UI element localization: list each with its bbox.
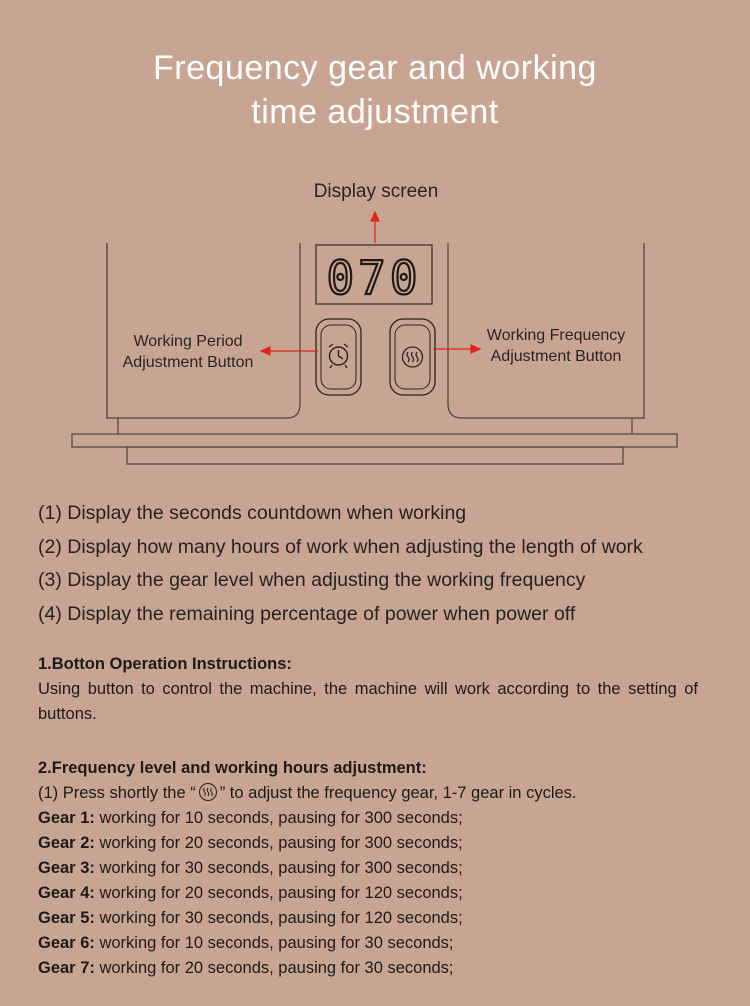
- list-item: (4) Display the remaining percentage of power when power off: [38, 602, 576, 625]
- period-button-label: Working Period Adjustment Button: [122, 333, 254, 371]
- base-plate: [72, 434, 677, 447]
- press-instruction: (1) Press shortly the “ ” to adjust the frequency gear, 1-7 gear in cycles.: [38, 784, 577, 802]
- frequency-button-label: Working Frequency Adjustment Button: [486, 327, 626, 365]
- display-features-list: [38, 497, 738, 631]
- section-text: Using button to control the machine, the machine will work according to the setting of buttons.: [38, 680, 698, 723]
- heat-waves-icon: [198, 782, 218, 802]
- heat-waves-icon: [403, 347, 423, 367]
- gear-row-6: Gear 6: working for 10 seconds, pausing for 30 seconds;: [38, 934, 454, 952]
- section-heading: 2.Frequency level and working hours adjustment:: [38, 759, 427, 777]
- button-instructions-section: [38, 652, 698, 727]
- display-screen-label: Display screen: [313, 181, 439, 202]
- alarm-clock-icon: [329, 344, 348, 368]
- frequency-adjustment-section: [38, 756, 698, 981]
- list-item: (1) Display the seconds countdown when working: [38, 502, 467, 524]
- gear-row-7: Gear 7: working for 20 seconds, pausing for 30 seconds;: [38, 959, 454, 977]
- gear-row-3: Gear 3: working for 30 seconds, pausing for 300 seconds;: [38, 859, 463, 877]
- display-value: 070: [326, 251, 422, 305]
- title-line-1: Frequency gear and working: [153, 49, 597, 87]
- section-heading: 1.Botton Operation Instructions:: [38, 655, 292, 673]
- title-line-2: time adjustment: [251, 93, 499, 131]
- list-item: (2) Display how many hours of work when adjusting the length of work: [38, 535, 643, 558]
- list-item: (3) Display the gear level when adjusting the working frequency: [38, 569, 586, 591]
- gear-row-5: Gear 5: working for 30 seconds, pausing for 120 seconds;: [38, 909, 463, 927]
- frequency-adjust-button[interactable]: [390, 319, 435, 395]
- gear-row-4: Gear 4: working for 20 seconds, pausing for 120 seconds;: [38, 884, 463, 902]
- gear-row-2: Gear 2: working for 20 seconds, pausing for 300 seconds;: [38, 834, 463, 852]
- gear-row-1: Gear 1: working for 10 seconds, pausing for 300 seconds;: [38, 809, 463, 827]
- period-adjust-button[interactable]: [316, 319, 361, 395]
- base-foot: [127, 447, 623, 464]
